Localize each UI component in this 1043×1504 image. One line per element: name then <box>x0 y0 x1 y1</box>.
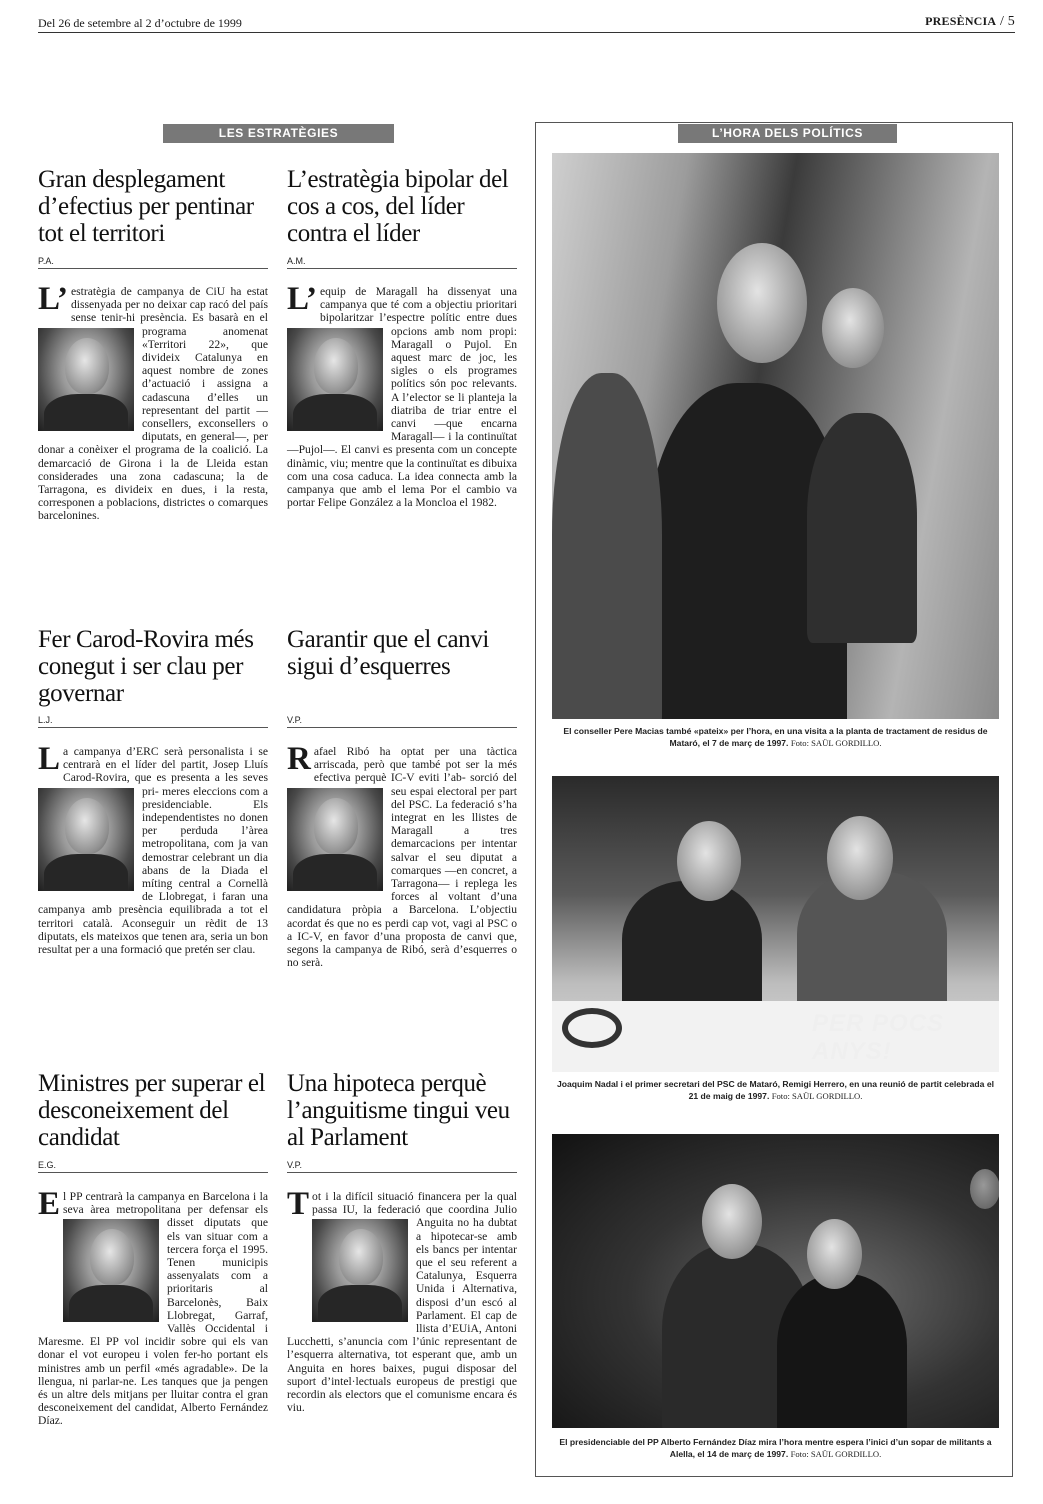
body-intro: afael Ribó ha optat per una tàctica arriscada, però que també pot ser la més efectiva perquè IC-V eviti l’ab- <box>313 745 517 785</box>
article-ciu <box>38 166 268 247</box>
publication-name: PRESÈNCIA <box>925 14 997 28</box>
body-intro: estratègia de campanya de CiU ha estat dissenyada per no deixar cap racó del país sense tenir-hi presència. <box>70 285 268 325</box>
article-body <box>38 281 268 523</box>
byline: P.A. <box>38 256 268 269</box>
article-body <box>38 1186 268 1428</box>
caption-text: El presidenciable del PP Alberto Fernández Díaz mira l’hora mentre espera l’inici d’un sopar de militants a Alella, el 14 de març de 1997. <box>559 1437 992 1459</box>
article-psc <box>287 166 517 247</box>
portrait-photo <box>287 328 383 431</box>
photo-macias <box>552 153 999 719</box>
body-text: sorció del seu espai electoral per part del PSC. La federació s’ha integrat en les llistes de Maragall a tres demarcacions per intentar salvar el seu diputat a comarques —en concret, a Tarragona— i replega les forces al voltant d’una candidatura pròpia a Barcelona. L’objectiu acordat és que no es perdi cap vot, vagi al PSC o a IC-V, en favor d’una proposta de canvi que, segons la campanya de Ribó, serà d’esquerres o no serà. <box>287 771 517 970</box>
byline: E.G. <box>38 1160 268 1173</box>
portrait-photo <box>312 1219 408 1322</box>
photo-panel <box>535 122 1013 1477</box>
banner-text: PER POCS ANYS! <box>812 1010 945 1065</box>
article-erc <box>38 626 268 707</box>
article-icv <box>287 626 517 680</box>
header-rule <box>38 32 1015 33</box>
body-text: entre dues opcions amb nom propi: Maragall o Pujol. En aquest marc de joc, les sigles o els programes polítics són poc relevants. A l’elector se li planteja la diatriba de triar entre el canvi —que encarna Maragall— i la continuïtat —Pujol—. El canvi es presenta com un concepte dinàmic, viu; mentre que la continuïtat es dibuixa com una cosa caduca. La idea connecta amb la campanya que amb el lema Por el cambio va portar Felipe González a la Moncloa el 1982. <box>287 311 517 510</box>
body-intro: a campanya d’ERC serà personalista i se centrarà en el líder del partit, Josep Lluís Carod-Rovira, que es presenta a les seves pri- <box>63 745 268 798</box>
photo-caption <box>552 1436 999 1460</box>
headline: Una hipoteca perquè l’anguitisme tingui veu al Parlament <box>287 1070 510 1151</box>
dropcap: E <box>38 1186 61 1222</box>
article-body <box>287 1186 517 1415</box>
dropcap: T <box>287 1186 310 1222</box>
body-intro: ot i la difícil situació financera per la qual passa IU, la federació que coordina Julio Anguita no ha dubtat <box>312 1190 517 1230</box>
body-intro: l PP centrarà la campanya en Barcelona i la seva àrea metropolitana per defensar els disset diputats que <box>63 1190 268 1230</box>
portrait-photo <box>38 328 134 431</box>
byline: L.J. <box>38 715 268 728</box>
headline: L’estratègia bipolar del cos a cos, del líder contra el líder <box>287 166 509 247</box>
caption-text: Joaquim Nadal i el primer secretari del PSC de Mataró, Remigi Herrero, en una reunió de partit celebrada el 21 de maig de 1997. <box>557 1079 994 1101</box>
photo-caption <box>552 725 999 749</box>
headline: Gran desplegament d’efectius per pentinar tot el territori <box>38 166 254 247</box>
photo-fernandez <box>552 1134 999 1428</box>
article-euia <box>287 1070 517 1151</box>
publication-header: PRESÈNCIA / 5 <box>925 14 1015 29</box>
photo-credit: Foto: SAÜL GORDILLO. <box>790 1449 882 1459</box>
dropcap: L’ <box>287 281 317 317</box>
dropcap: L’ <box>38 281 68 317</box>
dropcap: L <box>38 741 61 777</box>
article-body <box>287 741 517 970</box>
portrait-photo <box>38 788 134 891</box>
headline: Garantir que el canvi sigui d’esquerres <box>287 626 489 680</box>
byline: V.P. <box>287 1160 517 1173</box>
photo-caption <box>552 1078 999 1102</box>
body-intro: equip de Maragall ha dissenyat una campanya que té com a objectiu prioritari bipolaritzar l’espectre polític <box>319 285 517 325</box>
body-text: meres eleccions com a presidenciable. Els independentistes no donen per perduda l’àrea metropolitana, com ja van demostrar celebrant un dia abans de la Diada el míting central a Cornellà de Llobregat, i faran una campanya amb presència equilibrada a tot el territori català. Aconseguir un rèdit de 13 diputats, els mateixos que tenen ara, seria un bon resultat per a una formació que pretén ser clau. <box>38 784 268 957</box>
byline: V.P. <box>287 715 517 728</box>
article-body <box>287 281 517 510</box>
issue-date: Del 26 de setembre al 2 d’octubre de 1999 <box>38 16 242 30</box>
body-text: els van situar com a tercera força el 1995. Tenen municipis assenyalats com a prioritaris al Barcelonès, Baix Llobregat, Garraf, Vallès Occidental i Maresme. El PP vol incidir sobre qui els van donar el vot europeu i volen fer-ho portant els ministres amb un perfil «més agradable». De la llengua, ni parlar-ne. Les tanques que ja pengen és un altre dels mitjans per lluitar contra el gran desconeixement del candidat, Alberto Fernández Díaz. <box>38 1229 268 1428</box>
article-body <box>38 741 268 957</box>
page-number: 5 <box>1007 14 1015 29</box>
headline: Ministres per superar el desconeixement del candidat <box>38 1070 266 1151</box>
caption-text: El conseller Pere Macias també «pateix» per l’hora, en una visita a la planta de tractament de residus de Mataró, el 7 de març de 1997. <box>563 726 988 748</box>
article-pp <box>38 1070 268 1151</box>
byline: A.M. <box>287 256 517 269</box>
photo-credit: Foto: SAÜL GORDILLO. <box>771 1091 863 1101</box>
section-label-estrategies: LES ESTRATÈGIES <box>163 124 394 143</box>
headline: Fer Carod-Rovira més conegut i ser clau per governar <box>38 626 254 707</box>
photo-nadal <box>552 776 999 1072</box>
portrait-photo <box>63 1219 159 1322</box>
photo-credit: Foto: SAÜL GORDILLO. <box>790 738 882 748</box>
section-label-hora: L’HORA DELS POLÍTICS <box>678 124 897 143</box>
body-text: a hipotecar-se amb els bancs per intentar que el seu referent a Catalunya, Esquerra Unida i Alternativa, disposi d’un escó al Parlament. El cap de llista d’EUiA, Antoni Lucchetti, s’anuncia com l’únic representant de l’esquerra alternativa, tot esperant que, amb un Anguita en hores baixes, pugui disposar del suport d’intel·lectuals europeus de prestigi que recordin als electors que el comunisme encara és viu. <box>287 1229 517 1415</box>
body-text: Es basarà en el programa anomenat «Territori 22», que divideix Catalunya en aquest nombre de zones d’actuació i assigna a cadascuna d’elles un representant del partit —consellers, exconsellers o diputats, en general—, per donar a conèixer el programa de la coalició. La demarcació de Girona i la de Lleida estan considerades una zona cadascuna; la de Tarragona, es divideix en dues, i la resta, corresponen a poblacions, districtes o comarques barcelonines. <box>38 311 268 523</box>
portrait-photo <box>287 788 383 891</box>
dropcap: R <box>287 741 311 777</box>
